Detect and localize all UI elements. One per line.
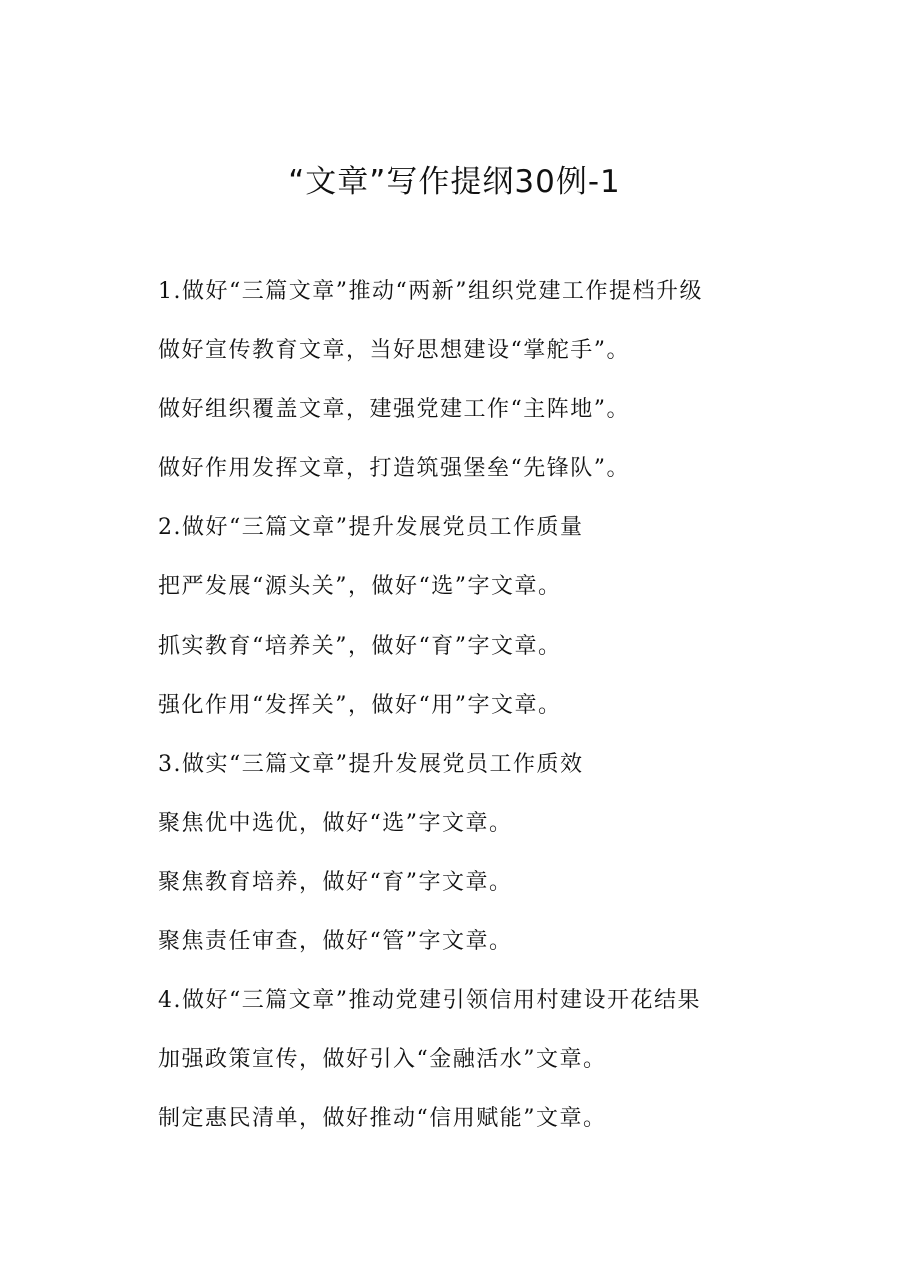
body-line: 加强政策宣传，做好引入“金融活水”文章。 — [158, 1047, 607, 1073]
body-line: 强化作用“发挥关”，做好“用”字文章。 — [158, 692, 562, 718]
body-line: 聚焦教育培养，做好“育”字文章。 — [158, 869, 513, 895]
section-heading-1: 1.做好“三篇文章”推动“两新”组织党建工作提档升级 — [158, 279, 703, 304]
body-line: 做好作用发挥文章，打造筑强堡垒“先锋队”。 — [158, 456, 630, 482]
section-heading-3: 3.做实“三篇文章”提升发展党员工作质效 — [158, 751, 584, 777]
document-title: “文章”写作提纲30例-1 — [288, 164, 621, 200]
section-heading-4: 4.做好“三篇文章”推动党建引领信用村建设开花结果 — [158, 988, 701, 1014]
body-line: 做好组织覆盖文章，建强党建工作“主阵地”。 — [158, 397, 630, 423]
document-body — [158, 262, 798, 1148]
body-line: 制定惠民清单，做好推动“信用赋能”文章。 — [158, 1106, 607, 1132]
body-line: 聚焦责任审查，做好“管”字文章。 — [158, 929, 513, 955]
body-line: 做好宣传教育文章，当好思想建设“掌舵手”。 — [158, 338, 630, 364]
body-line: 聚焦优中选优，做好“选”字文章。 — [158, 810, 513, 836]
body-line: 抓实教育“培养关”，做好“育”字文章。 — [158, 633, 562, 659]
section-heading-2: 2.做好“三篇文章”提升发展党员工作质量 — [158, 515, 584, 541]
body-line: 把严发展“源头关”，做好“选”字文章。 — [158, 574, 562, 600]
